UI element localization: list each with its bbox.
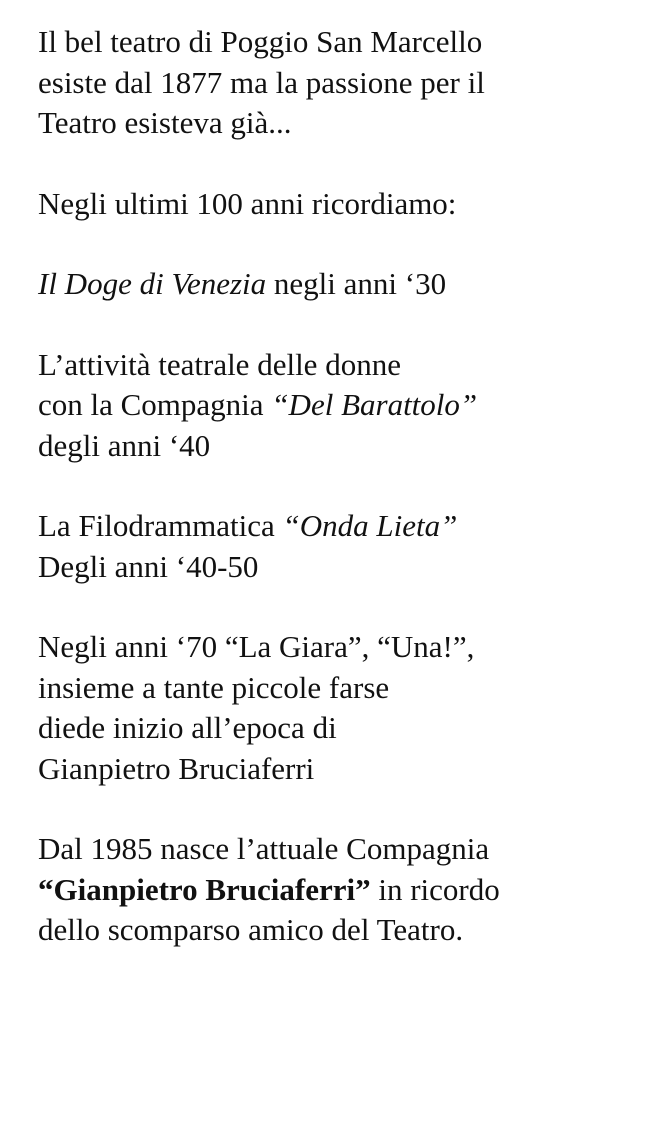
text-run: con la Compagnia — [38, 387, 272, 422]
text-line: insieme a tante piccole farse — [38, 669, 390, 705]
text-line: Negli anni ‘70 “La Giara”, “Una!”, — [38, 629, 475, 664]
text-line: diede inizio all’epoca di — [38, 710, 337, 745]
paragraph-barattolo — [38, 345, 663, 467]
text-line — [38, 870, 663, 911]
italic-title: “Del Barattolo” — [271, 387, 478, 422]
text-line — [38, 385, 663, 426]
text-line: degli anni ‘40 — [38, 427, 211, 463]
paragraph-doge — [38, 264, 663, 305]
paragraph-onda-lieta — [38, 506, 663, 587]
text-line: Negli ultimi 100 anni ricordiamo: — [38, 185, 457, 221]
paragraph-intro — [38, 22, 663, 144]
text-line — [38, 264, 663, 305]
document-body — [38, 22, 663, 991]
text-run: in ricordo — [370, 871, 500, 907]
text-line — [38, 506, 663, 547]
paragraph-anni-70 — [38, 627, 663, 789]
bold-title: “Gianpietro Bruciaferri” — [38, 871, 371, 907]
text-line: Gianpietro Bruciaferri — [38, 750, 315, 786]
text-line: Il bel teatro di Poggio San Marcello — [38, 24, 483, 59]
italic-title: “Onda Lieta” — [282, 508, 458, 543]
text-line: Dal 1985 nasce l’attuale Compagnia — [38, 831, 490, 866]
text-line: dello scomparso amico del Teatro. — [38, 912, 464, 947]
text-run: negli anni ‘30 — [266, 266, 447, 301]
text-run: La Filodrammatica — [38, 508, 283, 543]
italic-title: Il Doge di Venezia — [38, 266, 267, 301]
text-line: L’attività teatrale delle donne — [38, 346, 401, 382]
paragraph-recall — [38, 184, 663, 225]
paragraph-compagnia — [38, 829, 663, 951]
text-line: Teatro esisteva già... — [38, 105, 292, 140]
text-line: esiste dal 1877 ma la passione per il — [38, 64, 485, 100]
text-line: Degli anni ‘40-50 — [38, 548, 259, 584]
